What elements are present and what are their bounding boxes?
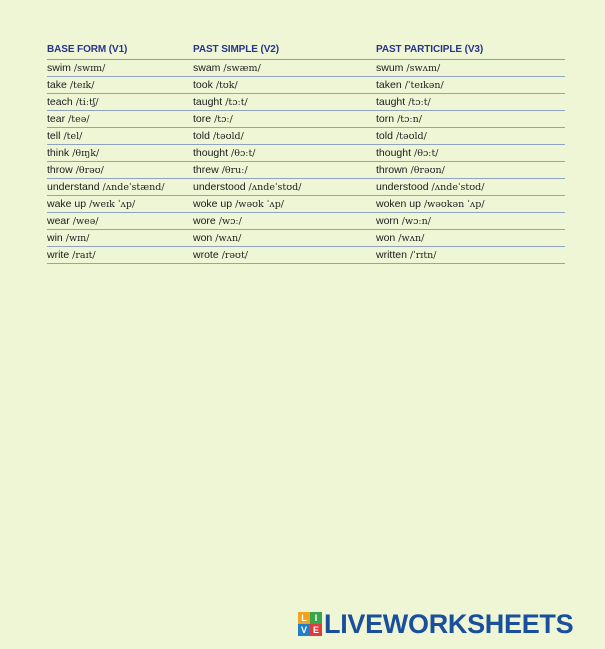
verb-word: told	[193, 130, 210, 142]
verb-word: understood	[376, 181, 429, 193]
verb-word: wrote	[193, 249, 219, 261]
table-row	[47, 128, 565, 145]
past-simple-cell	[193, 179, 376, 196]
verb-phonetic: /tɔːt/	[225, 97, 248, 108]
table-row	[47, 230, 565, 247]
verb-phonetic: /θruː/	[221, 165, 248, 176]
base-form-cell	[47, 196, 193, 213]
verb-phonetic: /swʌm/	[406, 63, 441, 74]
verb-phonetic: /wʌn/	[215, 233, 242, 244]
verb-word: thought	[193, 147, 229, 159]
verb-phonetic: /swæm/	[223, 63, 261, 74]
base-form-cell	[47, 145, 193, 162]
verb-phonetic: /wəʊk ˈʌp/	[235, 199, 284, 210]
base-form-cell	[47, 128, 193, 145]
past-simple-cell	[193, 213, 376, 230]
table-row	[47, 247, 565, 264]
base-form-cell	[47, 230, 193, 247]
past-simple-cell	[193, 111, 376, 128]
past-simple-cell	[193, 145, 376, 162]
past-participle-cell	[376, 179, 565, 196]
verb-word: wake up	[47, 198, 87, 210]
past-simple-cell	[193, 60, 376, 77]
verb-phonetic: /tɔːt/	[408, 97, 431, 108]
verb-word: taken	[376, 79, 402, 91]
header-past-simple: PAST SIMPLE (V2)	[193, 41, 376, 60]
verb-phonetic: /θɔːt/	[231, 148, 256, 159]
verb-phonetic: /təʊld/	[212, 131, 244, 142]
base-form-cell	[47, 111, 193, 128]
verb-phonetic: /təʊld/	[395, 131, 427, 142]
verb-word: understood	[193, 181, 246, 193]
verb-word: threw	[193, 164, 219, 176]
verb-word: tell	[47, 130, 61, 142]
verb-word: won	[376, 232, 396, 244]
verb-phonetic: /ˈrɪtn/	[409, 250, 437, 261]
verb-phonetic: /wɪn/	[65, 233, 90, 244]
verb-word: swum	[376, 62, 404, 74]
verb-phonetic: /wɔːn/	[401, 216, 431, 227]
table-header-row	[47, 41, 565, 60]
past-simple-cell	[193, 230, 376, 247]
verb-phonetic: /ʌndeˈstænd/	[102, 182, 165, 193]
past-participle-cell	[376, 128, 565, 145]
verb-phonetic: /tel/	[63, 131, 83, 142]
verb-word: swim	[47, 62, 71, 74]
base-form-cell	[47, 213, 193, 230]
past-simple-cell	[193, 128, 376, 145]
verb-word: write	[47, 249, 70, 261]
verb-word: torn	[376, 113, 395, 125]
verb-word: told	[376, 130, 393, 142]
verb-word: taught	[193, 96, 223, 108]
header-past-participle: PAST PARTICIPLE (V3)	[376, 41, 565, 60]
verb-phonetic: /wɔː/	[218, 216, 242, 227]
verb-phonetic: /ʌndeˈstʊd/	[248, 182, 302, 193]
verb-word: tore	[193, 113, 212, 125]
verb-word: understand	[47, 181, 100, 193]
verb-phonetic: /tɔː/	[214, 114, 233, 125]
past-participle-cell	[376, 77, 565, 94]
table-row	[47, 179, 565, 196]
past-participle-cell	[376, 60, 565, 77]
verb-word: taught	[376, 96, 406, 108]
past-participle-cell	[376, 94, 565, 111]
verb-phonetic: /swɪm/	[73, 63, 106, 74]
table-row	[47, 111, 565, 128]
table-row	[47, 77, 565, 94]
verb-phonetic: /teə/	[68, 114, 90, 125]
logo-letter: E	[310, 624, 322, 636]
verb-phonetic: /rəʊt/	[221, 250, 248, 261]
table-row	[47, 60, 565, 77]
past-participle-cell	[376, 230, 565, 247]
verb-word: worn	[376, 215, 399, 227]
verb-phonetic: /wəʊkən ˈʌp/	[423, 199, 485, 210]
verb-phonetic: /θrəʊn/	[410, 165, 445, 176]
table-row	[47, 145, 565, 162]
verb-word: tear	[47, 113, 66, 125]
verb-word: win	[47, 232, 63, 244]
verb-phonetic: /tɔːn/	[397, 114, 422, 125]
verb-word: woke up	[193, 198, 233, 210]
logo-mark-icon	[298, 612, 322, 636]
verb-word: take	[47, 79, 67, 91]
logo-letter: V	[298, 624, 310, 636]
logo-letter: I	[310, 612, 322, 624]
table-row	[47, 213, 565, 230]
table-row	[47, 196, 565, 213]
liveworksheets-logo	[298, 611, 573, 637]
verb-word: woken up	[376, 198, 421, 210]
verb-word: took	[193, 79, 213, 91]
verb-word: think	[47, 147, 70, 159]
verb-word: thrown	[376, 164, 408, 176]
base-form-cell	[47, 179, 193, 196]
verb-phonetic: /raɪt/	[72, 250, 96, 261]
table-row	[47, 94, 565, 111]
verb-phonetic: /θɪŋk/	[72, 148, 100, 159]
verb-phonetic: /weə/	[72, 216, 99, 227]
verb-phonetic: /θrəʊ/	[75, 165, 104, 176]
verb-phonetic: /θɔːt/	[414, 148, 439, 159]
logo-letter: L	[298, 612, 310, 624]
past-participle-cell	[376, 247, 565, 264]
irregular-verbs-table	[47, 41, 565, 264]
past-participle-cell	[376, 213, 565, 230]
past-simple-cell	[193, 247, 376, 264]
header-base-form: BASE FORM (V1)	[47, 41, 193, 60]
base-form-cell	[47, 162, 193, 179]
past-simple-cell	[193, 196, 376, 213]
past-simple-cell	[193, 162, 376, 179]
table-body	[47, 60, 565, 264]
past-simple-cell	[193, 94, 376, 111]
verb-phonetic: /ˈteɪkən/	[404, 80, 444, 91]
base-form-cell	[47, 94, 193, 111]
past-participle-cell	[376, 162, 565, 179]
verb-word: thought	[376, 147, 412, 159]
verb-phonetic: /tiːtʃ/	[75, 97, 99, 108]
verb-phonetic: /tʊk/	[215, 80, 238, 91]
verb-phonetic: /wʌn/	[398, 233, 425, 244]
verb-word: throw	[47, 164, 73, 176]
table-row	[47, 162, 565, 179]
verb-word: won	[193, 232, 213, 244]
verb-phonetic: /teɪk/	[69, 80, 95, 91]
base-form-cell	[47, 247, 193, 264]
verb-word: written	[376, 249, 407, 261]
base-form-cell	[47, 60, 193, 77]
verb-phonetic: /ʌndeˈstʊd/	[431, 182, 485, 193]
logo-text: LIVEWORKSHEETS	[324, 609, 574, 639]
verb-phonetic: /weɪk ˈʌp/	[89, 199, 136, 210]
past-participle-cell	[376, 111, 565, 128]
verb-word: wore	[193, 215, 216, 227]
verb-word: swam	[193, 62, 221, 74]
past-participle-cell	[376, 196, 565, 213]
base-form-cell	[47, 77, 193, 94]
past-simple-cell	[193, 77, 376, 94]
verb-word: wear	[47, 215, 70, 227]
verb-word: teach	[47, 96, 73, 108]
past-participle-cell	[376, 145, 565, 162]
